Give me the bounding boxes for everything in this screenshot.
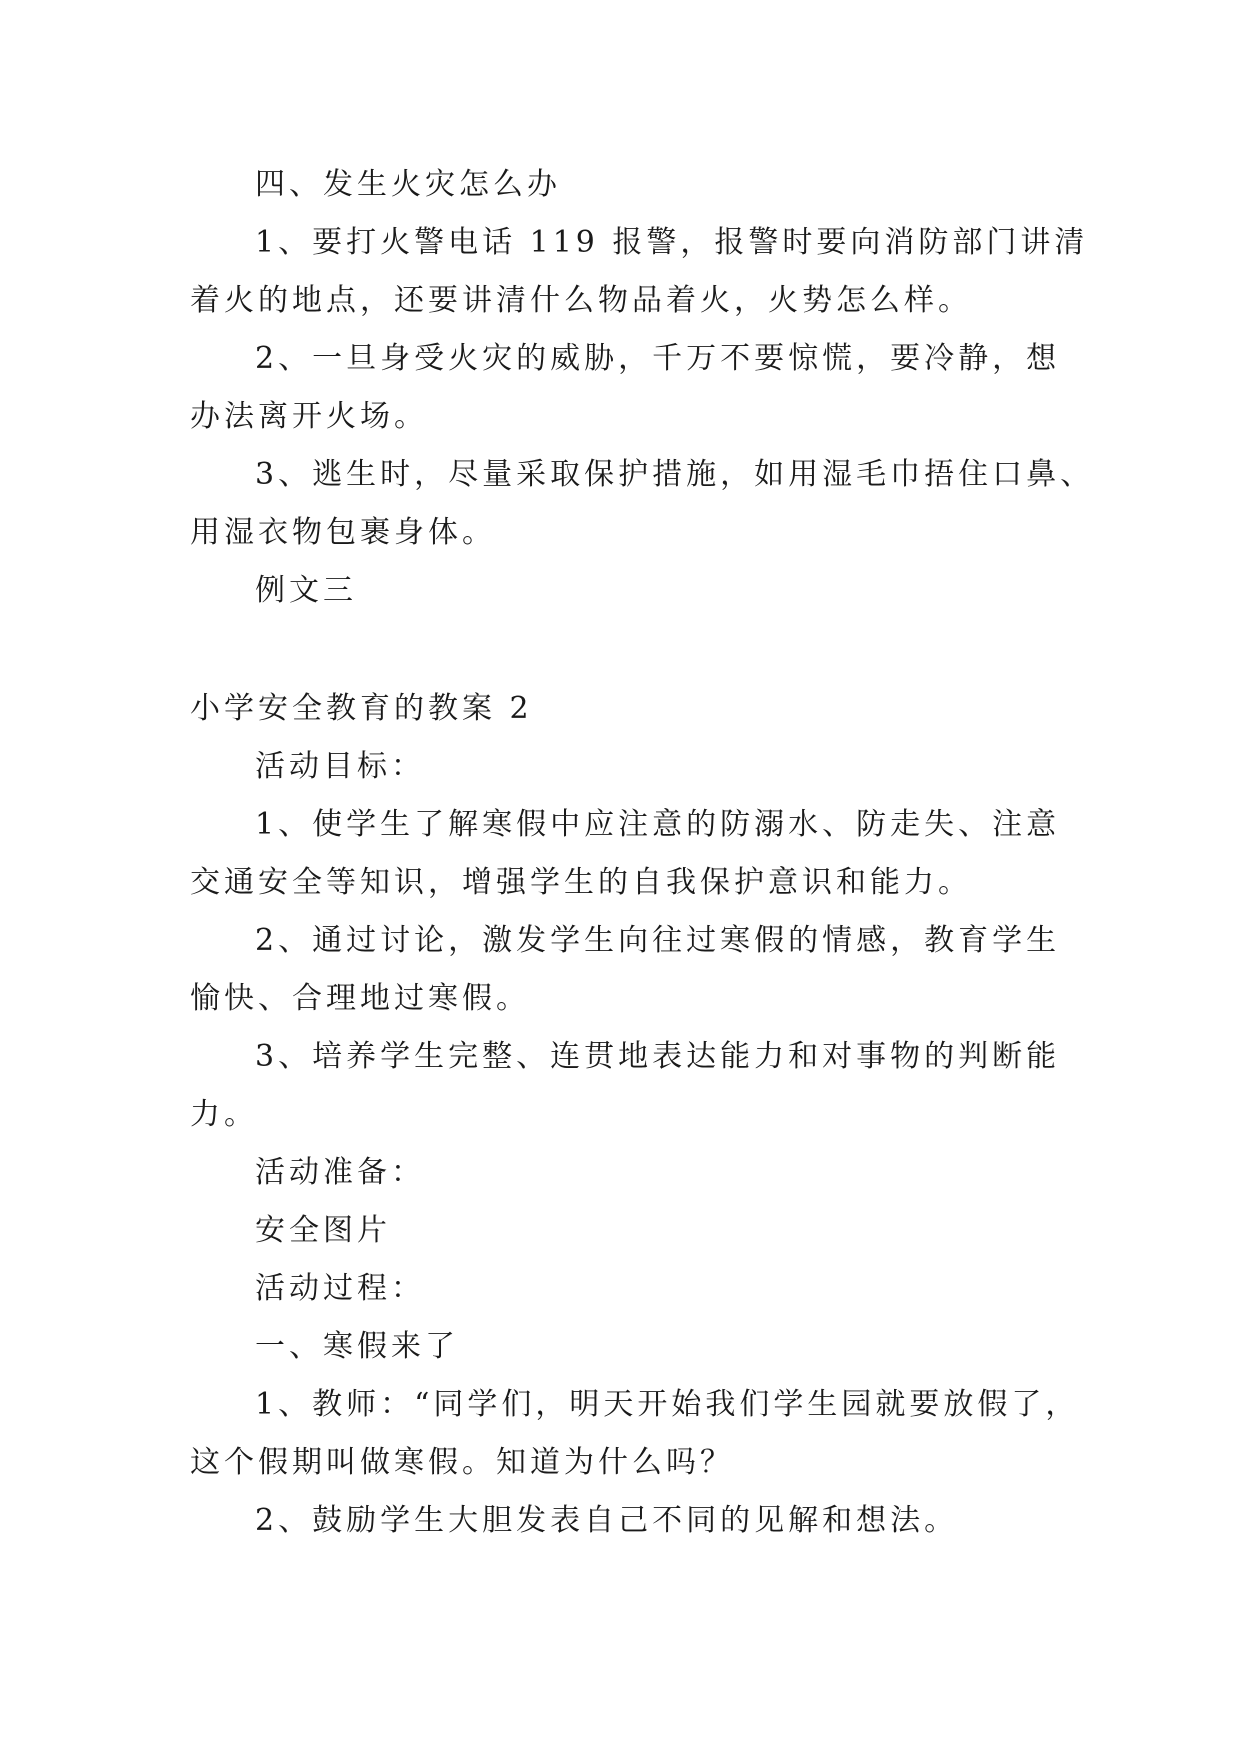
paragraph-line: 2、鼓励学生大胆发表自己不同的见解和想法。 — [255, 1503, 959, 1538]
paragraph-line: 3、培养学生完整、连贯地表达能力和对事物的判断能 — [255, 1039, 1061, 1074]
paragraph-line: 力。 — [190, 1097, 258, 1132]
paragraph-line: 着火的地点，还要讲清什么物品着火，火势怎么样。 — [190, 283, 972, 318]
paragraph-line: 愉快、合理地过寒假。 — [190, 981, 530, 1016]
section-heading: 四、发生火灾怎么办 — [255, 167, 561, 202]
paragraph-line: 2、通过讨论，激发学生向往过寒假的情感，教育学生 — [255, 923, 1061, 958]
paragraph-line: 1、使学生了解寒假中应注意的防溺水、防走失、注意 — [255, 807, 1061, 842]
part-heading: 一、寒假来了 — [255, 1329, 459, 1364]
paragraph-line: 交通安全等知识，增强学生的自我保护意识和能力。 — [190, 865, 972, 900]
paragraph-line: 1、教师：“同学们，明天开始我们学生园就要放假了， — [255, 1387, 1080, 1422]
paragraph-line: 用湿衣物包裹身体。 — [190, 515, 496, 550]
lesson-title: 小学安全教育的教案 2 — [190, 691, 533, 726]
process-heading: 活动过程： — [255, 1271, 425, 1306]
paragraph-line: 这个假期叫做寒假。知道为什么吗？ — [190, 1445, 734, 1480]
prep-item: 安全图片 — [255, 1213, 391, 1248]
paragraph-line: 办法离开火场。 — [190, 399, 428, 434]
prep-heading: 活动准备： — [255, 1155, 425, 1190]
paragraph-line: 1、要打火警电话 119 报警，报警时要向消防部门讲清 — [255, 225, 1089, 260]
paragraph-line: 3、逃生时，尽量采取保护措施，如用湿毛巾捂住口鼻、 — [255, 457, 1095, 492]
paragraph-line: 2、一旦身受火灾的威胁，千万不要惊慌，要冷静，想 — [255, 341, 1061, 376]
example-label: 例文三 — [255, 573, 357, 608]
goals-heading: 活动目标： — [255, 749, 425, 784]
